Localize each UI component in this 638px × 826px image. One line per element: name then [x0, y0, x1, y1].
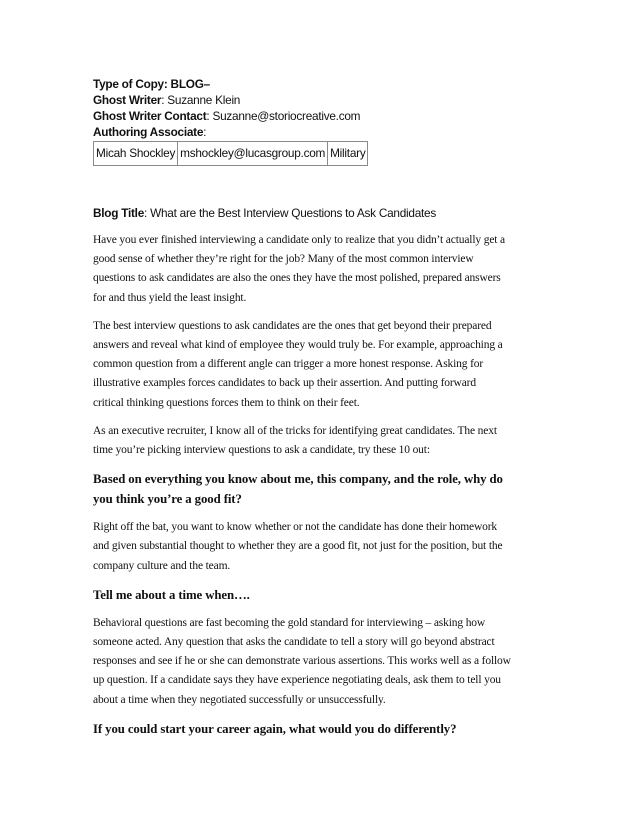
ghost-writer-line	[93, 92, 553, 108]
question-heading-good-fit	[93, 469, 553, 509]
type-of-copy-label: Type of Copy: BLOG–	[93, 77, 210, 91]
paragraph-intro	[93, 231, 553, 308]
text-line: The best interview questions to ask candidates are the ones that get beyond their prepared	[93, 319, 492, 332]
associate-category-cell: Military	[328, 142, 368, 166]
text-line: company culture and the team.	[93, 559, 231, 572]
text-line: Have you ever finished interviewing a candidate only to realize that you didn’t actually get a	[93, 234, 505, 246]
associate-table	[93, 141, 368, 166]
type-of-copy-line	[93, 76, 553, 92]
authoring-associate-colon: :	[203, 125, 207, 139]
associate-name-cell: Micah Shockley	[94, 142, 178, 166]
question-heading-career: If you could start your career again, what would you do differently?	[93, 721, 457, 736]
paragraph-good-fit	[93, 518, 553, 576]
text-line: Behavioral questions are fast becoming the gold standard for interviewing – asking how	[93, 616, 486, 629]
paragraph-recruiter	[93, 422, 553, 460]
ghost-writer-label: Ghost Writer	[93, 93, 162, 107]
text-line: you think you’re a good fit?	[93, 492, 242, 507]
ghost-writer-contact-value: : Suzanne@storiocreative.com	[206, 109, 361, 123]
text-line: critical thinking questions forces them to think on their feet.	[93, 396, 360, 409]
text-line: As an executive recruiter, I know all of the tricks for identifying great candidates. The next	[93, 424, 497, 437]
document-page	[93, 76, 553, 739]
text-line: answers and reveal what kind of employee they would truly be. For example, approaching a	[93, 339, 503, 352]
authoring-associate-line	[93, 124, 553, 140]
text-line: common question from a different angle can trigger a more honest response. Asking for	[93, 358, 484, 371]
text-line: Right off the bat, you want to know whether or not the candidate has done their homework	[93, 521, 498, 534]
text-line: questions to ask candidates are also the ones they have the most polished, prepared answers	[93, 272, 501, 285]
text-line: and given substantial thought to whether they are a good fit, not just for the position, but the	[93, 540, 503, 553]
text-line: good sense of whether they’re right for the job? Many of the most common interview	[93, 253, 474, 266]
text-line: Based on everything you know about me, this company, and the role, why do	[93, 472, 503, 487]
question-heading-tell-me: Tell me about a time when….	[93, 587, 250, 602]
blog-title-line	[93, 205, 553, 221]
table-row	[94, 142, 368, 166]
text-line: up question. If a candidate says they have experience negotiating deals, ask them to tell you	[93, 674, 501, 687]
text-line: for and thus yield the least insight.	[93, 291, 247, 304]
paragraph-behavioral	[93, 614, 553, 710]
text-line: illustrative examples forces candidates to back up their assertion. And putting forward	[93, 377, 476, 390]
ghost-writer-contact-line	[93, 108, 553, 124]
blog-title-label: Blog Title	[93, 206, 145, 220]
paragraph-best-questions	[93, 317, 553, 413]
text-line: someone acted. Any question that asks the candidate to tell a story will go beyond abstract	[93, 636, 495, 649]
text-line: responses and see if he or she can demonstrate various assertions. This works well as a follow	[93, 655, 511, 668]
blog-title-value: : What are the Best Interview Questions to Ask Candidates	[144, 206, 436, 220]
associate-email-cell: mshockley@lucasgroup.com	[178, 142, 328, 166]
ghost-writer-value: : Suzanne Klein	[161, 93, 241, 107]
text-line: time you’re picking interview questions to ask a candidate, try these 10 out:	[93, 444, 430, 457]
text-line: about a time when they negotiated successfully or unsuccessfully.	[93, 693, 386, 706]
authoring-associate-label: Authoring Associate	[93, 125, 204, 139]
ghost-writer-contact-label: Ghost Writer Contact	[93, 109, 207, 123]
